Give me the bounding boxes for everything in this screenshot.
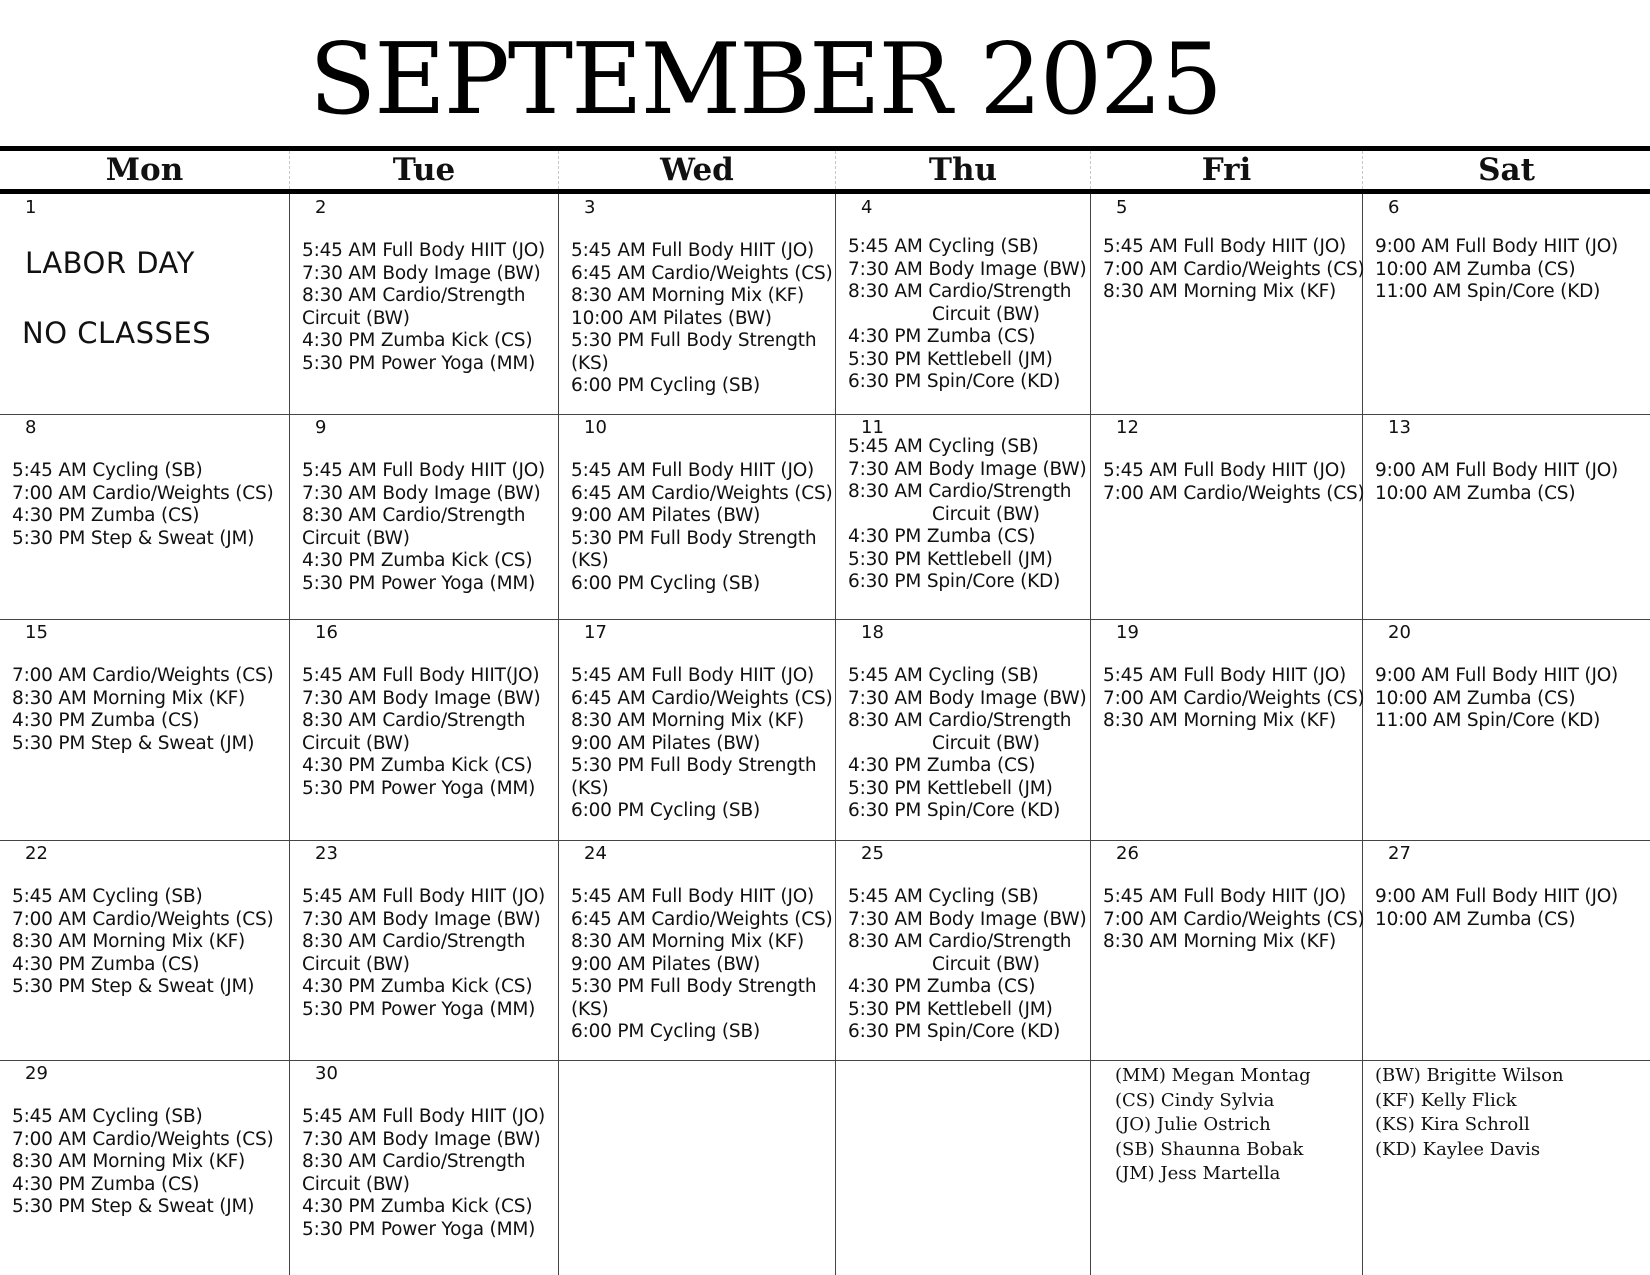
class-entry: 6:30 PM Spin/Core (KD): [848, 800, 1061, 821]
day-number: 17: [584, 622, 607, 643]
class-entry: 7:00 AM Cardio/Weights (CS): [1103, 258, 1365, 280]
class-entry: 5:30 PM Kettlebell (JM): [848, 777, 1053, 799]
class-entry: 7:00 AM Cardio/Weights (CS): [12, 665, 274, 686]
instructor-entry: (KF) Kelly Flick: [1375, 1089, 1517, 1111]
day-cell-23: [290, 840, 559, 1060]
class-entry: 7:30 AM Body Image (BW): [302, 262, 541, 284]
class-entry: 5:30 PM Step & Sweat (JM): [12, 527, 255, 549]
class-entry: 5:45 AM Cycling (SB): [848, 886, 1039, 907]
day-number: 4: [861, 197, 873, 218]
class-list: [1375, 236, 1618, 304]
class-entry: 7:30 AM Body Image (BW): [848, 258, 1087, 280]
class-entry: 4:30 PM Zumba (CS): [848, 526, 1036, 547]
day-cell-29: [0, 1060, 290, 1275]
instructor-entry: (KS) Kira Schroll: [1375, 1114, 1530, 1135]
class-entry: 4:30 PM Zumba (CS): [12, 953, 200, 975]
class-entry: 6:45 AM Cardio/Weights (CS): [571, 262, 833, 284]
class-entry: (KS): [571, 352, 609, 374]
day-cell-24: [559, 840, 836, 1060]
day-number: 24: [584, 843, 607, 864]
class-entry: 4:30 PM Zumba Kick (CS): [302, 330, 533, 351]
class-entry: 5:30 PM Power Yoga (MM): [302, 572, 536, 594]
instructor-entry: (JO) Julie Ostrich: [1115, 1114, 1271, 1135]
class-entry: 6:30 PM Spin/Core (KD): [848, 571, 1061, 592]
instructor-entry: (MM) Megan Montag: [1115, 1065, 1311, 1086]
class-list: [848, 236, 1086, 394]
class-entry: 5:45 AM Cycling (SB): [12, 460, 203, 481]
legend-cell: [1091, 1060, 1363, 1275]
class-entry: 5:45 AM Cycling (SB): [848, 236, 1039, 257]
class-entry: 9:00 AM Full Body HIIT (JO): [1375, 460, 1619, 481]
empty-day-cell: [836, 1060, 1091, 1275]
week-row: [0, 840, 1650, 1061]
class-entry: 5:45 AM Full Body HIIT (JO): [302, 240, 546, 261]
class-entry: 8:30 AM Cardio/Strength: [302, 1151, 526, 1172]
class-list: [302, 665, 540, 800]
weekday-header-wed: Wed: [559, 151, 836, 189]
day-number: 23: [315, 843, 338, 864]
class-entry: 6:30 PM Spin/Core (KD): [848, 1021, 1061, 1042]
day-cell-27: [1363, 840, 1650, 1060]
class-list: [848, 436, 1086, 594]
class-entry: 7:30 AM Body Image (BW): [302, 908, 541, 930]
class-list: [1375, 460, 1618, 505]
day-cell-18: [836, 619, 1091, 840]
holiday-name: LABOR DAY: [25, 246, 195, 280]
class-entry: 5:45 AM Cycling (SB): [848, 665, 1039, 686]
week-row: [0, 194, 1650, 415]
class-entry: 11:00 AM Spin/Core (KD): [1375, 710, 1601, 731]
class-entry: 10:00 AM Zumba (CS): [1375, 908, 1576, 930]
class-entry: 6:45 AM Cardio/Weights (CS): [571, 482, 833, 504]
class-entry: 5:30 PM Power Yoga (MM): [302, 998, 536, 1020]
class-entry: 11:00 AM Spin/Core (KD): [1375, 281, 1601, 302]
day-cell-11: [836, 414, 1091, 619]
class-entry: 4:30 PM Zumba Kick (CS): [302, 1196, 533, 1217]
class-entry: 6:45 AM Cardio/Weights (CS): [571, 908, 833, 930]
class-entry: 7:00 AM Cardio/Weights (CS): [1103, 482, 1365, 504]
day-number: 2: [315, 197, 327, 218]
class-entry: 8:30 AM Morning Mix (KF): [1103, 710, 1337, 731]
class-entry: 7:30 AM Body Image (BW): [302, 482, 541, 504]
class-entry: 6:00 PM Cycling (SB): [571, 800, 760, 821]
class-list: [12, 1106, 274, 1219]
class-entry: 7:00 AM Cardio/Weights (CS): [1103, 687, 1365, 709]
weekday-header-fri: Fri: [1091, 151, 1363, 189]
class-entry: (KS): [571, 550, 609, 571]
day-number: 1: [25, 197, 37, 218]
day-cell-9: [290, 414, 559, 619]
class-entry: 4:30 PM Zumba (CS): [848, 976, 1036, 997]
day-number: 29: [25, 1063, 48, 1084]
class-entry: 9:00 AM Full Body HIIT (JO): [1375, 665, 1619, 686]
class-entry: 4:30 PM Zumba Kick (CS): [302, 976, 533, 997]
class-entry: 6:30 PM Spin/Core (KD): [848, 371, 1061, 392]
class-entry: 5:45 AM Cycling (SB): [12, 1106, 203, 1127]
class-entry: Circuit (BW): [302, 527, 410, 549]
instructor-legend: [1115, 1064, 1311, 1187]
class-list: [1103, 460, 1365, 505]
class-entry: Circuit (BW): [302, 307, 410, 329]
day-number: 6: [1388, 197, 1400, 218]
instructor-entry: (KD) Kaylee Davis: [1375, 1138, 1541, 1160]
day-cell-10: [559, 414, 836, 619]
class-list: [848, 665, 1086, 823]
class-entry: 8:30 AM Cardio/Strength: [848, 481, 1072, 502]
class-list: [848, 886, 1086, 1044]
class-entry: 8:30 AM Morning Mix (KF): [571, 931, 805, 952]
class-entry: 9:00 AM Pilates (BW): [571, 953, 761, 975]
class-entry: Circuit (BW): [932, 953, 1040, 975]
day-cell-30: [290, 1060, 559, 1275]
class-entry: Circuit (BW): [302, 732, 410, 754]
class-entry: 5:30 PM Kettlebell (JM): [848, 548, 1053, 570]
class-entry: 5:45 AM Full Body HIIT (JO): [571, 886, 815, 907]
instructor-entry: (JM) Jess Martella: [1115, 1163, 1281, 1184]
instructor-legend: [1375, 1064, 1564, 1162]
class-entry: 5:30 PM Power Yoga (MM): [302, 1218, 536, 1240]
week-row: [0, 1060, 1650, 1275]
class-entry: 5:30 PM Full Body Strength: [571, 330, 817, 351]
class-entry: 7:00 AM Cardio/Weights (CS): [1103, 908, 1365, 930]
class-entry: 8:30 AM Cardio/Strength: [848, 931, 1072, 952]
day-cell-26: [1091, 840, 1363, 1060]
class-entry: 8:30 AM Morning Mix (KF): [12, 931, 246, 952]
day-number: 20: [1388, 622, 1411, 643]
class-entry: 4:30 PM Zumba Kick (CS): [302, 550, 533, 571]
class-entry: (KS): [571, 777, 609, 799]
class-entry: 7:30 AM Body Image (BW): [302, 687, 541, 709]
day-cell-3: [559, 194, 836, 414]
class-entry: 10:00 AM Pilates (BW): [571, 307, 772, 329]
class-entry: Circuit (BW): [932, 732, 1040, 754]
class-entry: 7:30 AM Body Image (BW): [848, 687, 1087, 709]
day-number: 30: [315, 1063, 338, 1084]
class-entry: 5:45 AM Full Body HIIT (JO): [1103, 460, 1347, 481]
class-entry: 10:00 AM Zumba (CS): [1375, 258, 1576, 280]
day-number: 19: [1116, 622, 1139, 643]
day-cell-13: [1363, 414, 1650, 619]
class-list: [1103, 665, 1365, 733]
class-list: [12, 665, 274, 755]
day-number: 25: [861, 843, 884, 864]
class-entry: 5:30 PM Step & Sweat (JM): [12, 976, 255, 997]
weekday-header-row: [0, 151, 1650, 189]
weekday-header-sat: Sat: [1478, 152, 1535, 188]
class-entry: 5:45 AM Full Body HIIT (JO): [571, 240, 815, 261]
day-number: 26: [1116, 843, 1139, 864]
day-cell-25: [836, 840, 1091, 1060]
class-entry: (KS): [571, 998, 609, 1020]
class-entry: 6:00 PM Cycling (SB): [571, 375, 760, 396]
day-number: 12: [1116, 417, 1139, 438]
day-number: 8: [25, 417, 37, 438]
class-entry: 8:30 AM Morning Mix (KF): [12, 1151, 246, 1172]
calendar-title: SEPTEMBER 2025: [309, 23, 1221, 137]
instructor-entry: (BW) Brigitte Wilson: [1375, 1065, 1564, 1086]
class-entry: 5:30 PM Kettlebell (JM): [848, 998, 1053, 1020]
class-entry: 4:30 PM Zumba (CS): [12, 710, 200, 731]
day-number: 10: [584, 417, 607, 438]
class-list: [571, 460, 833, 595]
class-entry: 5:30 PM Step & Sweat (JM): [12, 732, 255, 754]
class-entry: 5:45 AM Cycling (SB): [848, 436, 1039, 457]
class-list: [571, 665, 833, 823]
class-entry: 4:30 PM Zumba (CS): [12, 505, 200, 526]
class-entry: 8:30 AM Cardio/Strength: [302, 505, 526, 526]
class-entry: 5:45 AM Full Body HIIT (JO): [1103, 236, 1347, 257]
class-list: [1375, 886, 1618, 931]
class-entry: 10:00 AM Zumba (CS): [1375, 482, 1576, 504]
weekday-header-mon: Mon: [0, 151, 290, 189]
day-cell-5: [1091, 194, 1363, 414]
day-cell-15: [0, 619, 290, 840]
week-row: [0, 414, 1650, 620]
class-list: [302, 460, 545, 595]
day-cell-20: [1363, 619, 1650, 840]
class-entry: 7:30 AM Body Image (BW): [848, 908, 1087, 930]
class-entry: 10:00 AM Zumba (CS): [1375, 687, 1576, 709]
class-list: [302, 1106, 545, 1241]
class-entry: 5:45 AM Full Body HIIT (JO): [1103, 665, 1347, 686]
class-entry: 5:45 AM Full Body HIIT (JO): [571, 665, 815, 686]
day-cell-19: [1091, 619, 1363, 840]
class-entry: 4:30 PM Zumba (CS): [12, 1173, 200, 1195]
class-list: [571, 240, 833, 398]
day-number: 22: [25, 843, 48, 864]
day-cell-6: [1363, 194, 1650, 414]
class-entry: 7:00 AM Cardio/Weights (CS): [12, 908, 274, 930]
class-entry: 6:00 PM Cycling (SB): [571, 572, 760, 594]
class-entry: 5:30 PM Full Body Strength: [571, 755, 817, 776]
class-entry: 5:30 PM Power Yoga (MM): [302, 777, 536, 799]
class-entry: 8:30 AM Cardio/Strength: [302, 710, 526, 731]
class-list: [1103, 236, 1365, 304]
class-entry: 8:30 AM Morning Mix (KF): [1103, 931, 1337, 952]
class-entry: 5:45 AM Full Body HIIT (JO): [302, 1106, 546, 1127]
class-list: [302, 886, 545, 1021]
day-number: 16: [315, 622, 338, 643]
class-entry: 5:45 AM Full Body HIIT (JO): [571, 460, 815, 481]
class-entry: 6:00 PM Cycling (SB): [571, 1021, 760, 1042]
class-entry: 8:30 AM Cardio/Strength: [302, 285, 526, 306]
day-cell-1: [0, 194, 290, 414]
day-cell-4: [836, 194, 1091, 414]
class-entry: 9:00 AM Full Body HIIT (JO): [1375, 886, 1619, 907]
class-entry: 6:45 AM Cardio/Weights (CS): [571, 687, 833, 709]
day-number: 15: [25, 622, 48, 643]
class-entry: Circuit (BW): [932, 303, 1040, 325]
instructor-entry: (CS) Cindy Sylvia: [1115, 1089, 1275, 1111]
class-entry: Circuit (BW): [932, 503, 1040, 525]
day-number: 13: [1388, 417, 1411, 438]
class-entry: 9:00 AM Pilates (BW): [571, 505, 761, 526]
class-list: [12, 886, 274, 999]
day-cell-22: [0, 840, 290, 1060]
class-entry: 5:30 PM Step & Sweat (JM): [12, 1196, 255, 1217]
day-number: 18: [861, 622, 884, 643]
day-cell-8: [0, 414, 290, 619]
holiday-note: NO CLASSES: [22, 316, 212, 350]
day-number: 27: [1388, 843, 1411, 864]
day-number: 9: [315, 417, 327, 438]
class-entry: 5:45 AM Full Body HIIT (JO): [1103, 886, 1347, 907]
instructor-entry: (SB) Shaunna Bobak: [1115, 1138, 1304, 1160]
class-entry: 5:45 AM Full Body HIIT(JO): [302, 665, 540, 686]
class-entry: 7:30 AM Body Image (BW): [302, 1128, 541, 1150]
class-entry: 9:00 AM Pilates (BW): [571, 732, 761, 754]
day-cell-17: [559, 619, 836, 840]
empty-day-cell: [559, 1060, 836, 1275]
class-entry: 5:30 PM Power Yoga (MM): [302, 352, 536, 374]
weekday-header-thu: Thu: [836, 151, 1091, 189]
class-entry: 9:00 AM Full Body HIIT (JO): [1375, 236, 1619, 257]
legend-cell: [1363, 1060, 1650, 1275]
class-entry: Circuit (BW): [302, 1173, 410, 1195]
day-cell-2: [290, 194, 559, 414]
day-cell-12: [1091, 414, 1363, 619]
class-list: [1103, 886, 1365, 954]
day-cell-16: [290, 619, 559, 840]
class-entry: Circuit (BW): [302, 953, 410, 975]
class-entry: 5:45 AM Cycling (SB): [12, 886, 203, 907]
class-entry: 5:30 PM Full Body Strength: [571, 527, 817, 549]
class-entry: 8:30 AM Morning Mix (KF): [571, 710, 805, 731]
class-entry: 7:30 AM Body Image (BW): [848, 458, 1087, 480]
class-entry: 5:30 PM Kettlebell (JM): [848, 348, 1053, 370]
class-entry: 5:45 AM Full Body HIIT (JO): [302, 886, 546, 907]
class-entry: 7:00 AM Cardio/Weights (CS): [12, 482, 274, 504]
weekday-header-tue: Tue: [290, 151, 559, 189]
class-entry: 8:30 AM Morning Mix (KF): [1103, 281, 1337, 302]
week-row: [0, 619, 1650, 841]
day-number: 5: [1116, 197, 1128, 218]
class-list: [302, 240, 545, 375]
class-entry: 4:30 PM Zumba Kick (CS): [302, 755, 533, 776]
day-number: 11: [861, 417, 884, 438]
class-list: [1375, 665, 1618, 733]
class-entry: 8:30 AM Cardio/Strength: [302, 931, 526, 952]
class-entry: 8:30 AM Morning Mix (KF): [571, 285, 805, 306]
class-entry: 4:30 PM Zumba (CS): [848, 326, 1036, 347]
class-list: [12, 460, 274, 550]
day-number: 3: [584, 197, 596, 218]
class-entry: 8:30 AM Morning Mix (KF): [12, 687, 246, 709]
class-entry: 8:30 AM Cardio/Strength: [848, 710, 1072, 731]
class-entry: 5:45 AM Full Body HIIT (JO): [302, 460, 546, 481]
class-entry: 7:00 AM Cardio/Weights (CS): [12, 1128, 274, 1150]
class-entry: 8:30 AM Cardio/Strength: [848, 281, 1072, 302]
class-entry: 5:30 PM Full Body Strength: [571, 976, 817, 997]
class-list: [571, 886, 833, 1044]
class-entry: 4:30 PM Zumba (CS): [848, 755, 1036, 776]
